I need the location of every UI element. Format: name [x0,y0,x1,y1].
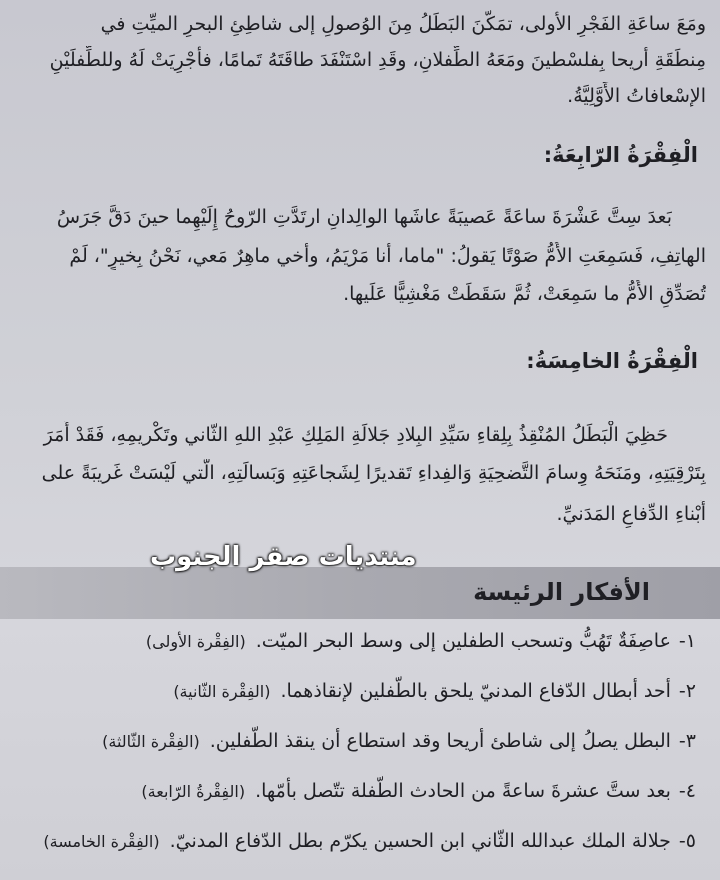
para5-heading: الْفِقْرَةُ الخامِسَةُ: [526,349,698,373]
idea-item-3 [8,726,696,757]
para3-line-2: مِنطَقَةِ أريحا بِفلسْطينَ ومَعَهُ الطِّفلانِ، وقَدِ اسْتَنْفَدَ طاقَتَهُ تَمامًا، فأُجْرِيَتْ لَهُ وللطِّفلَيْنِ [49,49,706,71]
idea-number: ١- [678,630,696,652]
idea-reference: (الفِقْرة الثّانية) [173,682,271,701]
para4-line-2: الهاتِفِ، فَسَمِعَتِ الأُمُّ صَوْتًا يَقولُ: "ماما، أنا مَرْيَمُ، وأخي ماهِرٌ مَعي، نَحْنُ بِخيرٍ"، لَمْ [69,245,706,267]
idea-text: البطل يصلُ إلى شاطئ أريحا وقد استطاع أن ينقذ الطّفلين. [209,730,671,752]
idea-number: ٣- [678,730,696,752]
idea-item-2 [8,676,696,707]
idea-text: عاصِفَةٌ تَهُبُّ وتسحب الطفلين إلى وسط البحر الميّت. [255,630,671,652]
idea-number: ٤- [678,780,696,802]
idea-number: ٢- [678,680,696,702]
para5-line-1: حَظِيَ الْبَطَلُ المُنْقِذُ بِلِقاءِ سَيِّدِ البِلادِ جَلالَةِ المَلِكِ عَبْدِ اللهِ الثّاني وتَكْريمِهِ، فَقَدْ أَمَرَ [43,424,668,446]
idea-text: جلالة الملك عبدالله الثّاني ابن الحسين يكرّم بطل الدّفاع المدنيّ. [169,830,671,852]
idea-item-4 [8,776,696,807]
para5-line-2: بِتَرْقِيَتِهِ، ومَنَحَهُ وِسامَ التَّضحِيَةِ وَالفِداءِ تَقديرًا لِشَجاعَتِهِ وَبَسالَتِهِ، الَّتي لَيْسَتْ غَريبَةً على [41,462,706,484]
para4-heading: الْفِقْرَةُ الرّابِعَةُ: [543,143,698,167]
idea-reference: (الفِقْرةُ الرّابعة) [141,782,246,801]
forum-watermark: منتديات صقر الجنوب [150,542,417,572]
idea-text: أحد أبطال الدّفاع المدنيّ يلحق بالطّفلين لإنقاذهما. [280,680,671,702]
main-ideas-title: الأفكار الرئيسة [473,578,650,606]
para4-line-1: بَعدَ سِتَّ عَشْرَةَ ساعَةً عَصيبَةً عاشَها الوالِدانِ ارتَدَّتِ الرّوحُ إِلَيْهِما حينَ دَقَّ جَرَسُ [56,206,672,228]
idea-item-1 [8,626,696,657]
idea-reference: (الفِقْرة الثّالثة) [102,732,200,751]
idea-text: بعد ستَّ عشرةَ ساعةً من الحادث الطّفلة تتّصل بأمّها. [255,780,671,802]
para4-line-3: تُصَدِّقِ الأُمُّ ما سَمِعَتْ، ثُمَّ سَقَطَتْ مَغْشِيًّا عَلَيها. [343,283,706,305]
para3-line-3: الإسْعافاتُ الأَوَّلِيَّةُ. [567,85,706,107]
idea-number: ٥- [678,830,696,852]
idea-reference: (الفِقْرة الخامسة) [43,832,160,851]
idea-reference: (الفِقْرة الأولى) [145,632,246,651]
idea-item-5 [8,826,696,857]
para5-line-3: أَبْناءِ الدِّفاعِ المَدَنيِّ. [556,503,706,525]
para3-line-1: ومَعَ ساعَةِ الفَجْرِ الأولى، تمَكَّنَ البَطَلُ مِنَ الوُصولِ إلى شاطِئِ البحرِ الميِّتِ في [100,13,706,35]
